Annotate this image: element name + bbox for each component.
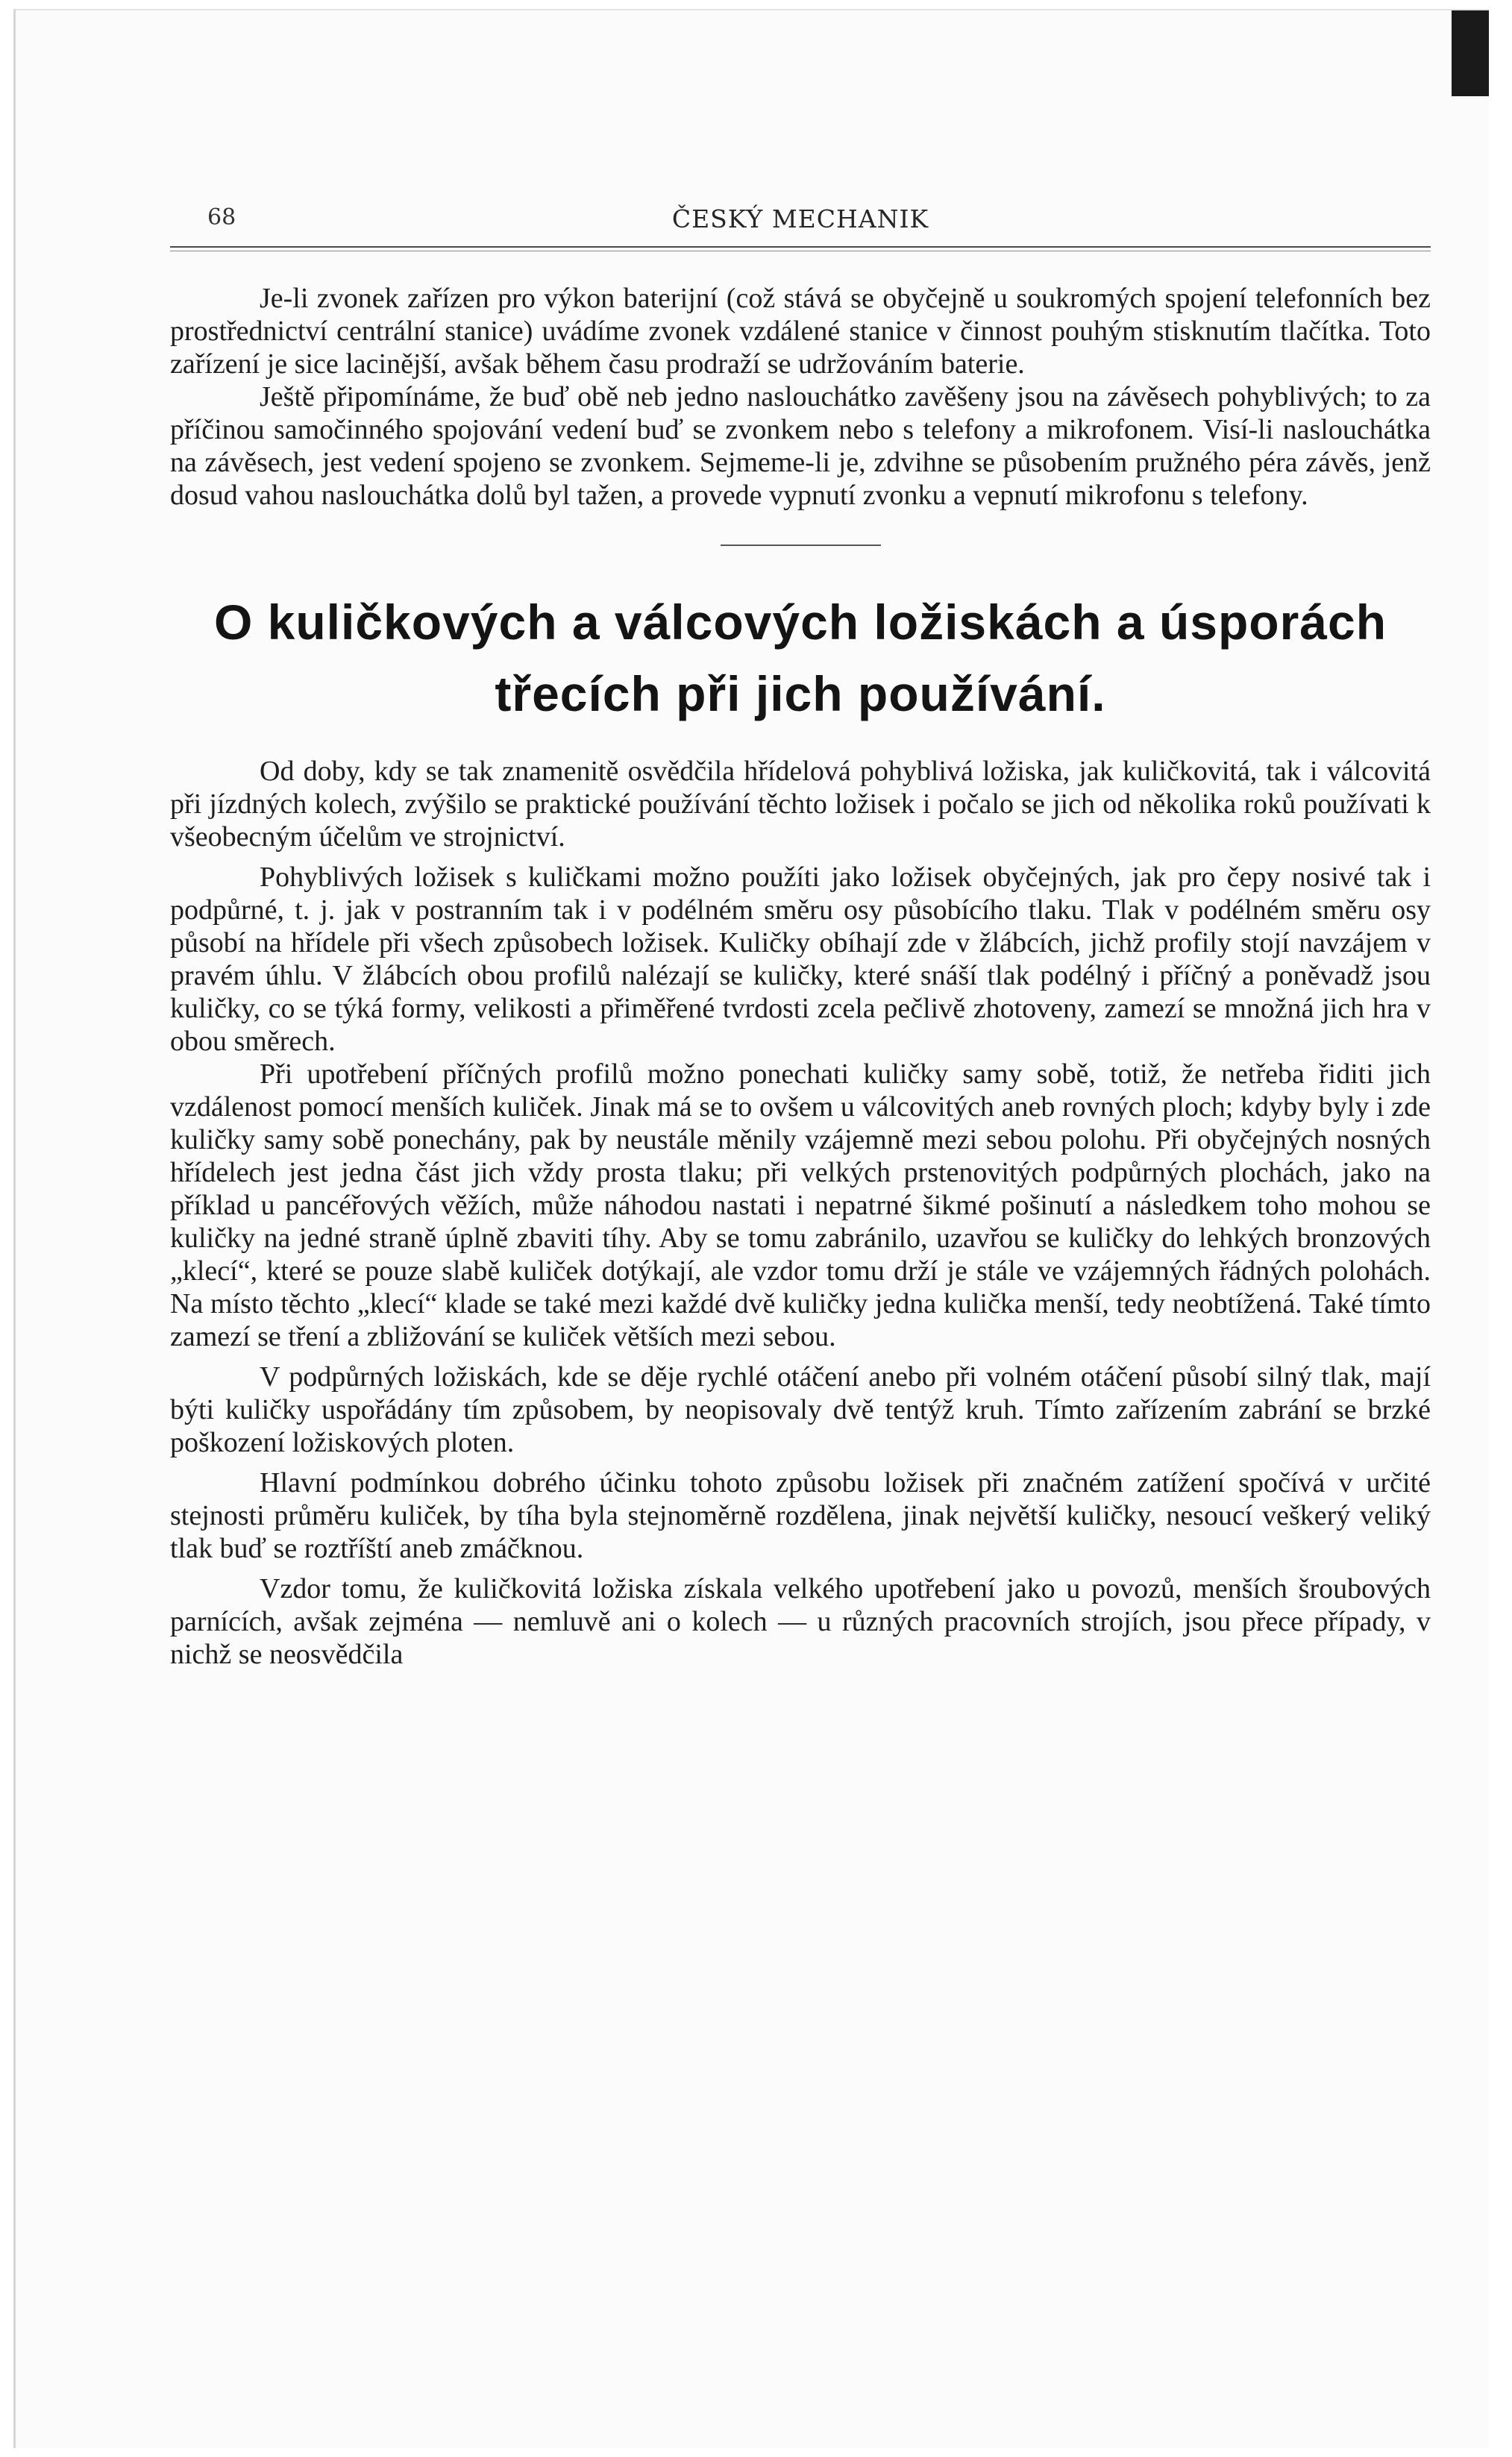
header-rule bbox=[170, 246, 1431, 251]
article-paragraph: Hlavní podmínkou dobrého účinku tohoto způsobu ložisek při značném zatížení spočívá v určité stejnosti průměru kuliček, by tíha byla stejnoměrně rozdělena, jinak největší kuličky, nesoucí veškerý veliký tlak buď se roztříští aneb zmáčknou. bbox=[170, 1467, 1431, 1564]
section-divider bbox=[721, 545, 881, 546]
text-column bbox=[170, 282, 1431, 1671]
page-number: 68 bbox=[207, 204, 236, 230]
article-title-line: O kuličkových a válcových ložiskách a úsporách bbox=[213, 594, 1387, 650]
article-title-line: třecích při jich používání. bbox=[495, 666, 1106, 721]
article-paragraph: Od doby, kdy se tak znamenitě osvědčila hřídelová pohyblivá ložiska, jak kuličkovitá, tak i válcovitá při jízdných kolech, zvýšilo se praktické používání těchto ložisek i počalo se jich od několika roků používati k všeobecným účelům ve strojnictví. bbox=[170, 756, 1431, 853]
article-paragraph: Při upotřebení příčných profilů možno ponechati kuličky samy sobě, totiž, že netřeba řiditi jich vzdálenost pomocí menších kuliček. Jinak má se to ovšem u válcovitých aneb rovných ploch; kdyby byly i zde kuličky samy sobě ponechány, pak by neustále měnily vzájemně mezi sebou polohu. Při obyčejných nosných hřídelech jest jedna část jich vždy prosta tlaku; při velkých prstenovitých podpůrných plochách, jako na příklad u pancéřových věžích, může náhodou nastati i nepatrné šikmé pošinutí a následkem toho mohou se kuličky na jedné straně úplně zbaviti tíhy. Aby se tomu zabránilo, uzavřou se kuličky do lehkých bronzových „klecí“, které se pouze slabě kuliček dotýkají, ale vzdor tomu drží je stále ve vzájemných řádných polohách. Na místo těchto „klecí“ klade se také mezi každé dvě kuličky jedna kulička menší, tedy neobtížená. Také tímto zamezí se tření a zbližování se kuliček větších mezi sebou. bbox=[170, 1058, 1431, 1352]
intro-paragraph: Ještě připomínáme, že buď obě neb jedno naslouchátko zavěšeny jsou na závěsech pohyblivých; to za příčinou samočinného spojování vedení buď se zvonkem nebo s telefony a mikrofonem. Visí-li naslouchátka na závěsech, jest vedení spojeno se zvonkem. Sejmeme-li je, zdvihne se působením pružného péra závěs, jenž dosud vahou naslouchátka dolů byl tažen, a provede vypnutí zvonku a vepnutí mikrofonu s telefony. bbox=[170, 381, 1431, 511]
running-head: ČESKÝ MECHANIK bbox=[671, 204, 929, 233]
scan-corner-mark bbox=[1452, 10, 1489, 96]
intro-paragraph: Je-li zvonek zařízen pro výkon baterijní (což stává se obyčejně u soukromých spojení telefonních bez prostřednictví centrální stanice) uvádíme zvonek vzdálené stanice v činnost pouhým stisknutím tlačítka. Toto zařízení je sice lacinější, avšak během času prodraží se udržováním baterie. bbox=[170, 283, 1431, 380]
article-paragraph: V podpůrných ložiskách, kde se děje rychlé otáčení anebo při volném otáčení působí silný tlak, mají býti kuličky uspořádány tím způsobem, by neopisovaly dvě tentýž kruh. Tímto zařízením zabrání se brzké poškození ložiskových ploten. bbox=[170, 1361, 1431, 1458]
article-title bbox=[170, 586, 1431, 729]
article-paragraph: Pohyblivých ložisek s kuličkami možno použíti jako ložisek obyčejných, jak pro čepy nosivé tak i podpůrné, t. j. jak v postranním tak i v podélném směru osy působícího tlaku. Tlak v podélném směru osy působí na hřídele při všech způsobech ložisek. Kuličky obíhají zde v žlábcích, jichž profily stojí navzájem v pravém úhlu. V žlábcích obou profilů nalézají se kuličky, které snáší tlak podélný i příčný a poněvadž jsou kuličky, co se týká formy, velikosti a přiměřené tvrdosti zcela pečlivě zhotoveny, zamezí se množná jich hra v obou směrech. bbox=[170, 862, 1431, 1057]
article-paragraph: Vzdor tomu, že kuličkovitá ložiska získala velkého upotřebení jako u povozů, menších šroubových parnících, avšak zejména — nemluvě ani o kolech — u různých pracovních strojích, jsou přece případy, v nichž se neosvědčila bbox=[170, 1573, 1431, 1670]
page-header bbox=[170, 204, 1431, 234]
